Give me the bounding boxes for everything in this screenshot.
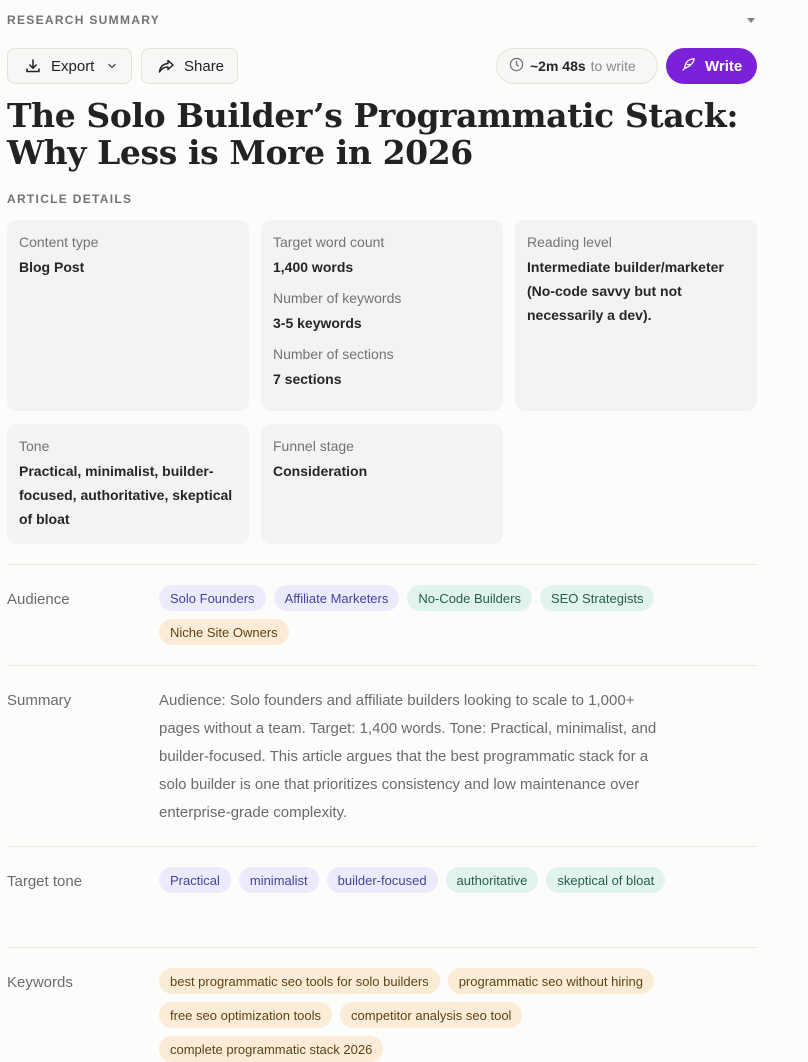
export-label: Export (51, 57, 95, 75)
keywords-label: Keywords (7, 974, 73, 991)
time-value: ~2m 48s (530, 58, 586, 74)
write-button[interactable] (666, 48, 757, 84)
funnel-stage-value: Consideration (273, 463, 368, 479)
page-title (7, 97, 767, 171)
keyword-chips (159, 968, 669, 1062)
content-type-value: Blog Post (19, 259, 85, 275)
title-line-1: The Solo Builder’s Programmatic Stack: (7, 96, 739, 135)
tone-chip[interactable]: skeptical of bloat (546, 867, 665, 893)
audience-chips (159, 585, 669, 645)
divider (7, 947, 757, 948)
download-icon (25, 58, 41, 74)
funnel-stage-label: Funnel stage (273, 438, 354, 454)
tone-chip[interactable]: Practical (159, 867, 231, 893)
audience-label: Audience (7, 591, 70, 608)
audience-chip[interactable]: SEO Strategists (540, 585, 654, 611)
divider (7, 564, 757, 565)
collapse-caret-icon[interactable] (747, 18, 755, 23)
tone-chip[interactable]: builder-focused (327, 867, 438, 893)
write-label: Write (705, 57, 743, 75)
tone-card (7, 424, 249, 544)
time-suffix: to write (590, 58, 636, 74)
keyword-count-label: Number of keywords (273, 290, 402, 306)
summary-text: Audience: Solo founders and affiliate builders looking to scale to 1,000+ pages without a team. Target: 1,400 words. Tone: Practical, minimalist, and builder-focused. This article argues that the best programmatic stack for a solo builder is one that prioritizes consistency and low maintenance over enterprise-grade complexity. (159, 692, 657, 821)
reading-level-card (515, 220, 757, 411)
keyword-chip[interactable]: best programmatic seo tools for solo builders (159, 968, 440, 994)
section-count-value: 7 sections (273, 371, 342, 387)
chevron-down-icon (108, 63, 116, 69)
audience-chip[interactable]: Affiliate Marketers (274, 585, 400, 611)
audience-chip[interactable]: Solo Founders (159, 585, 266, 611)
tone-value: Practical, minimalist, builder-focused, authoritative, skeptical of bloat (19, 463, 233, 527)
keyword-chip[interactable]: programmatic seo without hiring (448, 968, 654, 994)
funnel-stage-card (261, 424, 503, 544)
divider (7, 846, 757, 847)
keyword-chip[interactable]: competitor analysis seo tool (340, 1002, 522, 1028)
summary-label: Summary (7, 692, 72, 709)
audience-chip[interactable]: Niche Site Owners (159, 619, 289, 645)
share-button[interactable] (141, 48, 238, 84)
content-type-card (7, 220, 249, 411)
counts-card (261, 220, 503, 411)
clock-icon (509, 57, 524, 75)
keyword-chip[interactable]: complete programmatic stack 2026 (159, 1036, 383, 1062)
tone-chip[interactable]: minimalist (239, 867, 319, 893)
toolbar (7, 48, 757, 84)
write-time-estimate (496, 48, 658, 84)
export-button[interactable] (7, 48, 132, 84)
section-title: RESEARCH SUMMARY (7, 13, 161, 27)
share-icon (158, 59, 175, 74)
target-tone-label: Target tone (7, 873, 83, 890)
target-tone-chips (159, 867, 669, 893)
tone-chip[interactable]: authoritative (446, 867, 539, 893)
content-type-label: Content type (19, 234, 99, 250)
reading-level-label: Reading level (527, 234, 612, 250)
keyword-count-value: 3-5 keywords (273, 315, 362, 331)
audience-chip[interactable]: No-Code Builders (407, 585, 532, 611)
tone-label: Tone (19, 438, 50, 454)
feather-icon (681, 57, 696, 76)
reading-level-value: Intermediate builder/marketer (No-code savvy but not necessarily a dev). (527, 259, 724, 323)
article-details-label: ARTICLE DETAILS (7, 192, 133, 206)
share-label: Share (184, 57, 225, 75)
divider (7, 665, 757, 666)
word-count-value: 1,400 words (273, 259, 354, 275)
research-summary-header[interactable] (7, 12, 757, 28)
keyword-chip[interactable]: free seo optimization tools (159, 1002, 332, 1028)
word-count-label: Target word count (273, 234, 385, 250)
title-line-2: Why Less is More in 2026 (7, 133, 473, 172)
section-count-label: Number of sections (273, 346, 394, 362)
